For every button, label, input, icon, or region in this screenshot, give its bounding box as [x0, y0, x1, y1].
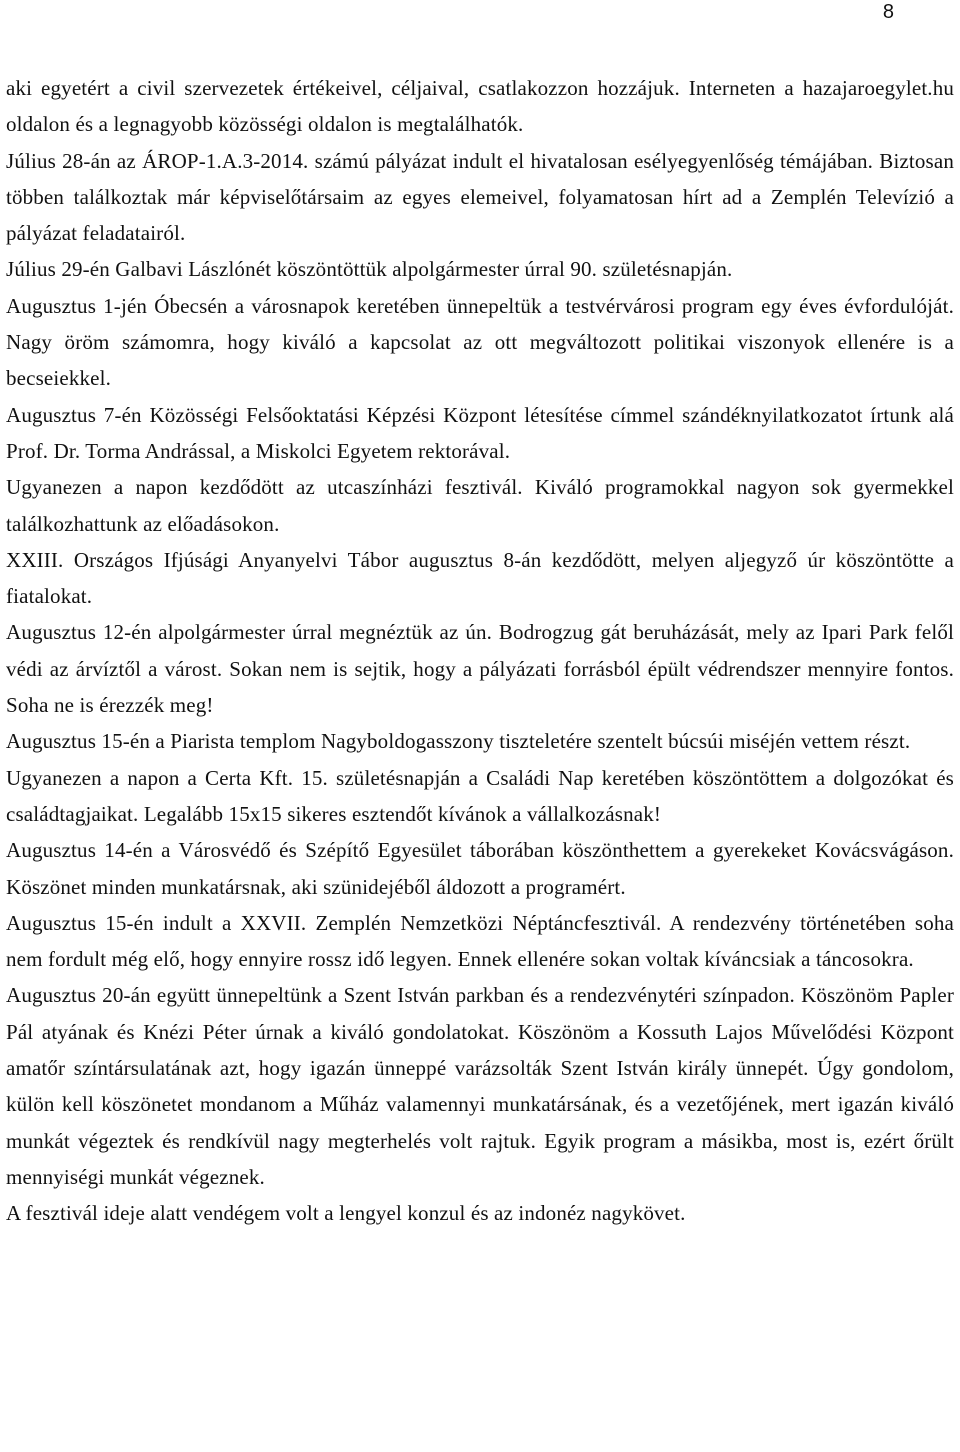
paragraph: Július 29-én Galbavi Lászlónét köszöntöttük alpolgármester úrral 90. születésnapján. — [6, 257, 733, 282]
paragraph: Július 28-án az ÁROP-1.A.3-2014. számú pályázat indult el hivatalosan esélyegyenlőség témájában. Biztosan többen találkoztak már képviselőtársaim az egyes elemeivel, folyamatosan hírt ad a Zemplén Televízió a pályázat feladatairól. — [6, 148, 954, 246]
paragraph: Augusztus 12-én alpolgármester úrral megnéztük az ún. Bodrogzug gát beruházását, mely az Ipari Park felől védi az árvíztől a várost. Sokan nem is sejtik, hogy a pályázati forrásból épült védrendszer mennyire fontos. Soha ne is érezzék meg! — [6, 620, 954, 718]
paragraph: aki egyetért a civil szervezetek értékeivel, céljaival, csatlakozzon hozzájuk. Interneten a hazajaroegylet.hu oldalon és a legnagyobb közösségi oldalon is megtalálhatók. — [6, 76, 954, 137]
paragraph: Augusztus 15-én indult a XXVII. Zemplén Nemzetközi Néptáncfesztivál. A rendezvény történetében soha nem fordult még elő, hogy ennyire rossz idő legyen. Ennek ellenére sokan voltak kíváncsiak a táncosokra. — [6, 910, 954, 972]
paragraph: Augusztus 1-jén Óbecsén a városnapok keretében ünnepeltük a testvérvárosi program egy éves évfordulóját. Nagy öröm számomra, hogy kiváló a kapcsolat az ott megváltozott politikai viszonyok ellenére is a becseiekkel. — [6, 293, 954, 391]
document-body — [6, 70, 954, 1232]
paragraph: A fesztivál ideje alatt vendégem volt a lengyel konzul és az indonéz nagykövet. — [6, 1201, 686, 1226]
paragraph: Augusztus 15-én a Piarista templom Nagyboldogasszony tiszteletére szentelt búcsúi miséjén vettem részt. — [6, 729, 911, 754]
paragraph: Ugyanezen a napon a Certa Kft. 15. születésnapján a Családi Nap keretében köszöntöttem a dolgozókat és családtagjaikat. Legalább 15x15 sikeres esztendőt kívánok a vállalkozásnak! — [6, 765, 954, 826]
paragraph: Augusztus 7-én Közösségi Felsőoktatási Képzési Központ létesítése címmel szándéknyilatkozatot írtunk alá Prof. Dr. Torma Andrással, a Miskolci Egyetem rektorával. — [6, 402, 954, 463]
paragraph: Augusztus 20-án együtt ünnepeltünk a Szent István parkban és a rendezvénytéri színpadon. Köszönöm Papler Pál atyának és Knézi Péter úrnak a kiváló gondolatokat. Köszönöm a Kossuth Lajos Művelődési Központ amatőr színtársulatának azt, hogy igazán ünneppé varázsolták Szent István király ünnepét. Úgy gondolom, külön kell köszönetet mondanom a Műház valamennyi munkatársának, és a vezetőjének, mert igazán kiváló munkát végeztek és rendkívül nagy megterhelés volt rajtuk. Egyik program a másikba, most is, ezért őrült mennyiségi munkát végeznek. — [6, 983, 954, 1189]
paragraph: XXIII. Országos Ifjúsági Anyanyelvi Tábor augusztus 8-án kezdődött, melyen aljegyző úr köszöntötte a fiatalokat. — [6, 547, 954, 609]
paragraph: Ugyanezen a napon kezdődött az utcaszínházi fesztivál. Kiváló programokkal nagyon sok gyermekkel találkozhattunk az előadásokon. — [6, 475, 954, 536]
page-number: 8 — [882, 1, 894, 23]
paragraph: Augusztus 14-én a Városvédő és Szépítő Egyesület táborában köszönthettem a gyerekeket Kovácsvágáson. Köszönet minden munkatársnak, aki szünidejéből áldozott a programért. — [6, 838, 954, 899]
